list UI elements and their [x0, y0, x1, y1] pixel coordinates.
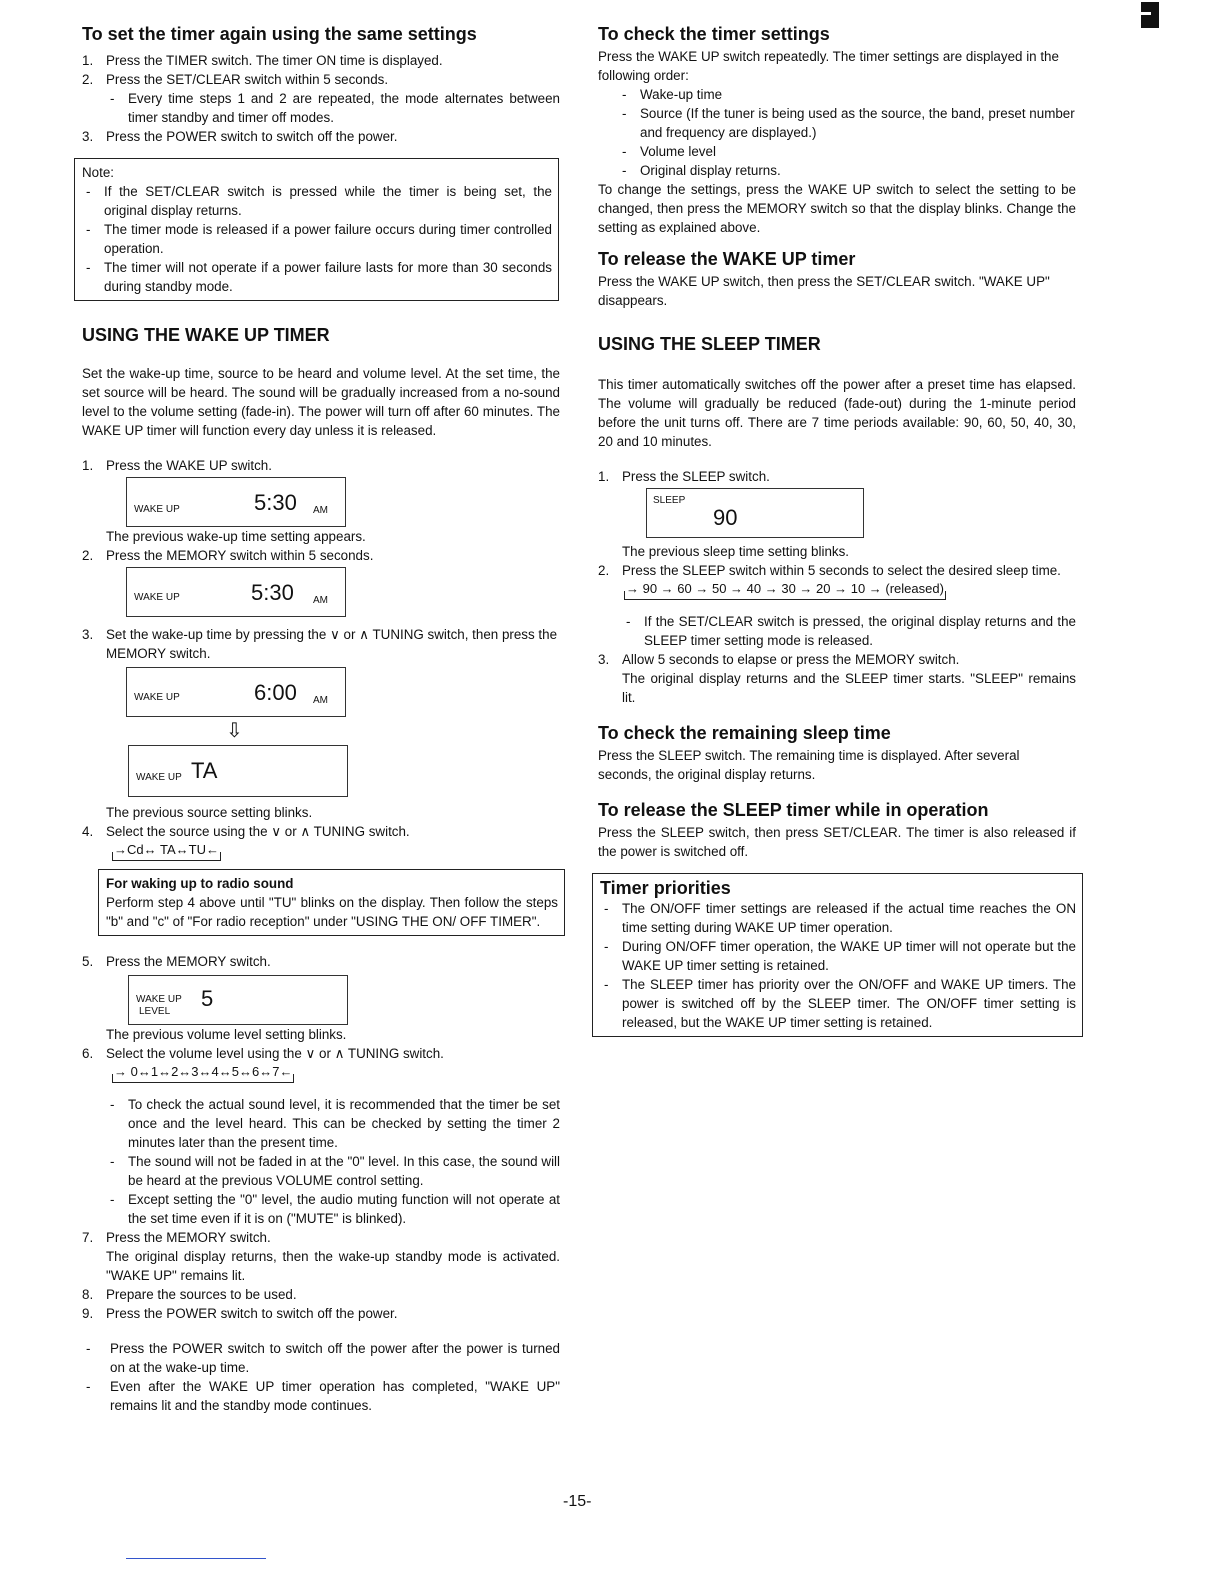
list-item: - Except setting the "0" level, the audio muting function will not operate at the set time even if it is on ("MUTE" is blinked).: [106, 1190, 560, 1228]
list-item: - Press the POWER switch to switch off the power after the power is turned on at the wake-up time.: [82, 1339, 560, 1377]
lcd-tag: WAKE UP: [134, 504, 180, 515]
list-item: - The timer will not operate if a power failure lasts for more than 30 seconds during standby mode.: [82, 258, 552, 296]
list-item: - Wake-up time: [618, 85, 1076, 104]
left-column: [82, 24, 560, 1415]
list-item: 8. Prepare the sources to be used.: [82, 1287, 297, 1302]
lcd-am: AM: [313, 695, 328, 706]
list-item: 3. Set the wake-up time by pressing the ∨ or ∧ TUNING switch, then press the MEMORY switch.: [82, 627, 558, 661]
list-item: 2. Press the SET/CLEAR switch within 5 seconds. - Every time steps 1 and 2 are repeated, the mode alternates between timer standby and timer off modes.: [82, 70, 560, 127]
lcd-tag: SLEEP: [653, 495, 686, 506]
lcd-am: AM: [313, 505, 328, 516]
lcd-value: TA: [191, 758, 218, 783]
right-column: [598, 24, 1076, 1037]
remaining-sleep-text: Press the SLEEP switch. The remaining time is displayed. After several seconds, the original display returns.: [598, 748, 1020, 782]
down-arrow-icon: ⇩: [226, 720, 243, 742]
after-sleep-step1: The previous sleep time setting blinks.: [622, 544, 850, 559]
lcd-value: 5: [201, 986, 214, 1011]
lcd-wake-up-blink: [126, 567, 346, 617]
lcd-value: 5:30: [254, 490, 297, 515]
lcd-tag: WAKE UP: [134, 692, 180, 703]
list-item: 1. Press the TIMER switch. The timer ON time is displayed.: [82, 53, 443, 68]
note-title: Note:: [82, 165, 115, 180]
after-step4-display: The previous source setting blinks.: [106, 805, 313, 820]
heading-remaining-sleep: To check the remaining sleep time: [598, 723, 891, 743]
lcd-wake-up-new-time: [126, 667, 346, 717]
list-item: - During ON/OFF timer operation, the WAKE UP timer will not operate but the WAKE UP timer setting is retained.: [600, 937, 1076, 975]
sleep-sequence: → 90 → 60 → 50 → 40 → 30 → 20 → 10 → (released): [624, 581, 946, 600]
volume-sequence: → 0↔1↔2↔3↔4↔5↔6↔7←: [112, 1064, 294, 1083]
radio-box-title: For waking up to radio sound: [106, 876, 294, 891]
list-item: 9. Press the POWER switch to switch off the power.: [82, 1306, 398, 1321]
list-item: - To check the actual sound level, it is recommended that the timer be set once and the level heard. This can be checked by setting the timer 2 minutes later than the present time.: [106, 1095, 560, 1152]
list-item: - The timer mode is released if a power failure occurs during timer controlled operation.: [82, 220, 552, 258]
list-item: - If the SET/CLEAR switch is pressed, the original display returns and the SLEEP timer setting mode is released.: [622, 612, 1076, 650]
radio-sound-box: [98, 869, 565, 936]
list-item: - Source (If the tuner is being used as the source, the band, preset number and frequency are displayed.): [618, 104, 1076, 142]
list-item: - If the SET/CLEAR switch is pressed while the timer is being set, the original display returns.: [82, 182, 552, 220]
list-item: - The sound will not be faded in at the "0" level. In this case, the sound will be heard at the previous VOLUME control setting.: [106, 1152, 560, 1190]
lcd-tag: WAKE UP: [134, 592, 180, 603]
heading-release-wake-up: To release the WAKE UP timer: [598, 249, 856, 269]
heading-wake-up-timer: USING THE WAKE UP TIMER: [82, 325, 330, 345]
lcd-wake-up-time: [126, 477, 346, 527]
list-item: 3. Press the POWER switch to switch off the power.: [82, 129, 398, 144]
timer-priorities-box: [592, 873, 1083, 1037]
list-item: 1. Press the WAKE UP switch.: [82, 458, 272, 473]
heading-timer-priorities: Timer priorities: [600, 878, 731, 898]
list-item: 3. Allow 5 seconds to elapse or press the MEMORY switch. The original display returns and the SLEEP timer starts. "SLEEP" remains lit.: [598, 652, 1076, 705]
heading-release-sleep: To release the SLEEP timer while in operation: [598, 800, 989, 820]
heading-check-settings: To check the timer settings: [598, 24, 830, 44]
after-step5-display: The previous volume level setting blinks.: [106, 1027, 347, 1042]
lcd-value: 90: [713, 505, 738, 530]
lcd-tag: WAKE UP: [136, 772, 182, 783]
footer-line: [126, 1558, 266, 1559]
corner-tab-mark: [1141, 2, 1159, 28]
list-item: 4. Select the source using the ∨ or ∧ TUNING switch.: [82, 824, 410, 839]
lcd-value: 5:30: [251, 580, 294, 605]
check-settings-outro: To change the settings, press the WAKE UP switch to select the setting to be changed, then press the MEMORY switch so that the display blinks. Change the setting as explained above.: [598, 182, 1076, 235]
lcd-wake-up-level: [128, 975, 348, 1025]
list-item: - Volume level: [618, 142, 1076, 161]
list-item: 2. Press the MEMORY switch within 5 seconds.: [82, 548, 374, 563]
lcd-tag-level: LEVEL: [139, 1006, 171, 1017]
heading-same-settings: To set the timer again using the same settings: [82, 24, 477, 44]
release-sleep-text: Press the SLEEP switch, then press SET/CLEAR. The timer is also released if the power is switched off.: [598, 825, 1076, 859]
heading-sleep-timer: USING THE SLEEP TIMER: [598, 334, 821, 354]
after-step1: The previous wake-up time setting appears.: [106, 529, 366, 544]
list-item: - The SLEEP timer has priority over the ON/OFF and WAKE UP timers. The power is switched off by the SLEEP timer. The ON/OFF timer setting is released, but the WAKE UP timer setting is retained.: [600, 975, 1076, 1032]
radio-box-text: Perform step 4 above until "TU" blinks on the display. Then follow the steps "b" and "c" of "For radio reception" under "USING THE ON/ OFF TIMER".: [106, 895, 558, 929]
note-box: [74, 158, 559, 301]
check-settings-intro: Press the WAKE UP switch repeatedly. The timer settings are displayed in the following order:: [598, 49, 1059, 83]
sleep-intro: This timer automatically switches off the power after a preset time has elapsed. The volume will gradually be reduced (fade-out) during the 1-minute period before the unit turns off. There are 7 time periods available: 90, 60, 50, 40, 30, 20 and 10 minutes.: [598, 377, 1076, 449]
lcd-tag: WAKE UP: [136, 994, 182, 1005]
list-item: - Even after the WAKE UP timer operation has completed, "WAKE UP" remains lit and the standby mode continues.: [82, 1377, 560, 1415]
list-item: 6. Select the volume level using the ∨ or ∧ TUNING switch.: [82, 1046, 444, 1061]
list-item: - Original display returns.: [618, 161, 1076, 180]
corner-tab-notch: [1141, 12, 1151, 15]
list-item: 2. Press the SLEEP switch within 5 seconds to select the desired sleep time.: [598, 563, 1061, 578]
list-item: - Every time steps 1 and 2 are repeated, the mode alternates between timer standby and timer off modes.: [106, 89, 560, 127]
lcd-sleep: [646, 488, 864, 538]
list-item: 5. Press the MEMORY switch.: [82, 954, 271, 969]
list-item: 7. Press the MEMORY switch. The original display returns, then the wake-up standby mode is activated. "WAKE UP" remains lit.: [82, 1230, 560, 1283]
lcd-am: AM: [313, 595, 328, 606]
page-number: -15-: [563, 1493, 592, 1510]
source-sequence: →Cd↔ TA↔TU←: [112, 842, 221, 861]
lcd-value: 6:00: [254, 680, 297, 705]
wake-up-intro: Set the wake-up time, source to be heard and volume level. At the set time, the set source will be heard. The sound will be gradually increased from a no-sound level to the volume setting (fade-in). The power will turn off after 60 minutes. The WAKE UP timer will function every day unless it is released.: [82, 366, 560, 438]
same-settings-steps: [82, 51, 560, 146]
release-wake-up-text: Press the WAKE UP switch, then press the SET/CLEAR switch. "WAKE UP" disappears.: [598, 274, 1050, 308]
lcd-wake-up-source: [128, 745, 348, 797]
list-item: - The ON/OFF timer settings are released if the actual time reaches the ON time setting during WAKE UP timer operation.: [600, 899, 1076, 937]
list-item: 1. Press the SLEEP switch.: [598, 469, 770, 484]
